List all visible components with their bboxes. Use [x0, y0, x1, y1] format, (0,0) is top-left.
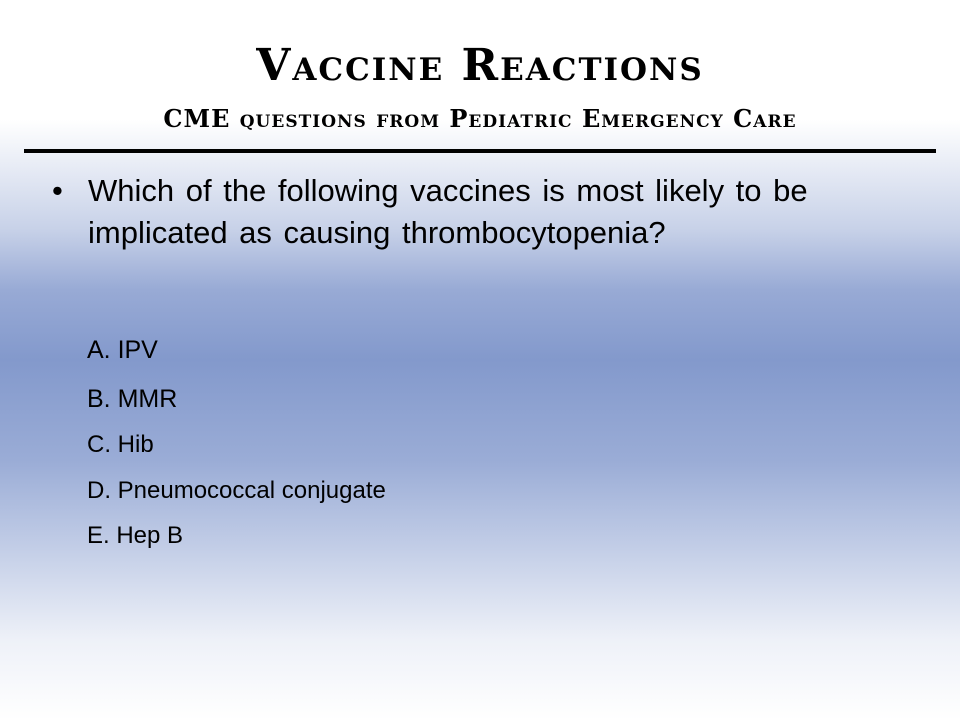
- question-text: Which of the following vaccines is most likely to be implicated as causing thrombocytopenia?: [88, 173, 808, 250]
- slide-subtitle: CME questions from Pediatric Emergency Care: [163, 104, 797, 133]
- answer-option-b: B. MMR: [87, 385, 178, 413]
- answer-option-c: C. Hib: [87, 431, 154, 458]
- slide-title: Vaccine Reactions: [256, 40, 704, 91]
- answer-option-a: A. IPV: [87, 336, 158, 364]
- title-divider: [24, 149, 936, 153]
- answer-option-d: D. Pneumococcal conjugate: [87, 477, 386, 504]
- bullet-icon: •: [52, 173, 63, 208]
- question-block: [52, 170, 892, 254]
- answer-option-e: E. Hep B: [87, 522, 184, 549]
